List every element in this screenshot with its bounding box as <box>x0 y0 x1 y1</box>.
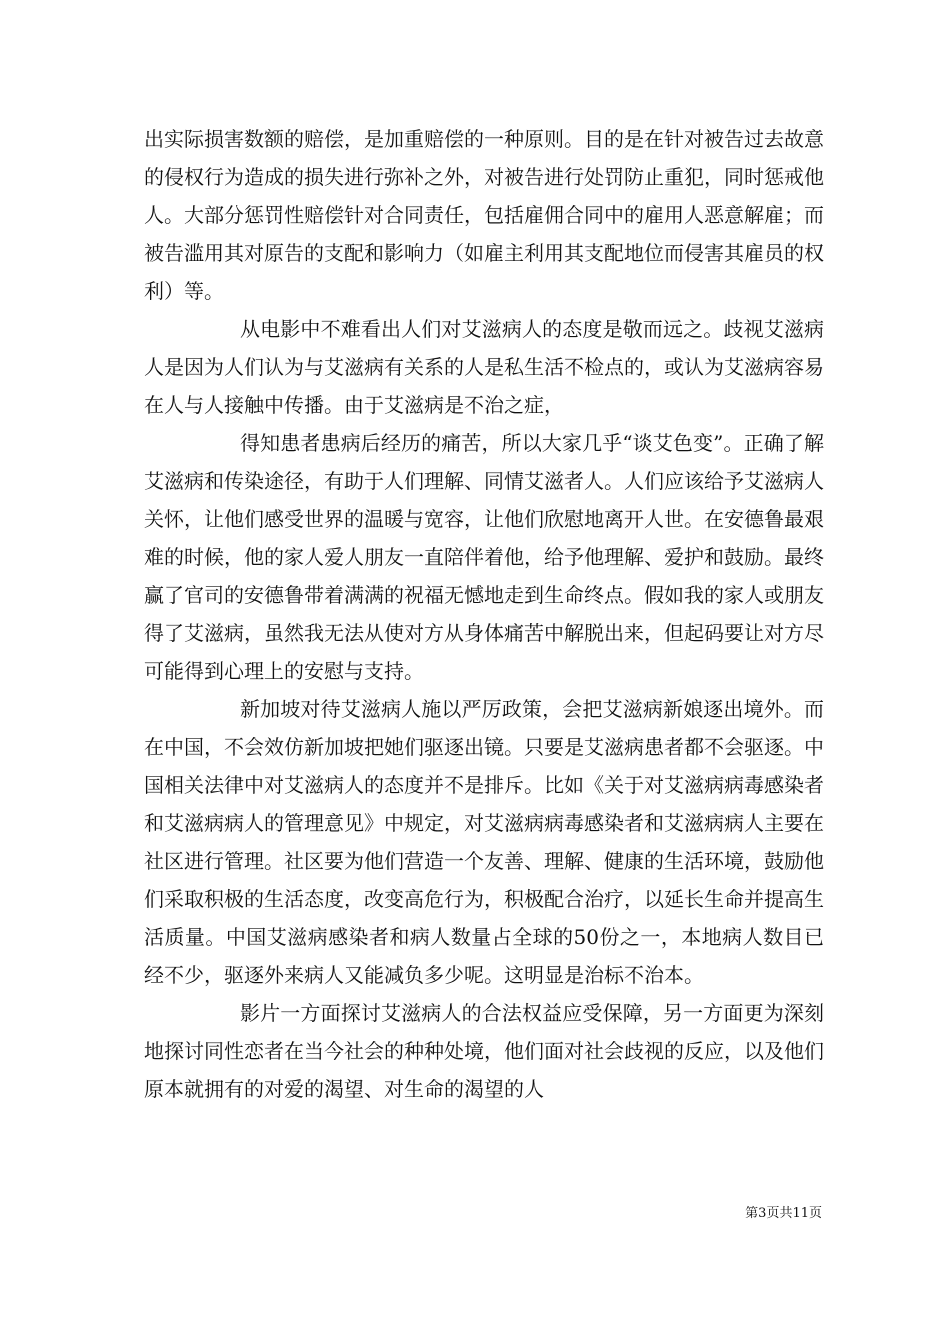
paragraph-3: 得知患者患病后经历的痛苦，所以大家几乎“谈艾色变”。正确了解艾滋病和传染途径，有助于人们理解、同情艾滋者人。人们应该给予艾滋病人关怀，让他们感受世界的温暖与宽容，让他们欣慰地离开人世。在安德鲁最艰难的时候，他的家人爱人朋友一直陪伴着他，给予他理解、爱护和鼓励。最终赢了官司的安德鲁带着满满的祝福无憾地走到生命终点。假如我的家人或朋友得了艾滋病，虽然我无法从使对方从身体痛苦中解脱出来，但起码要让对方尽可能得到心理上的安慰与支持。 <box>144 431 824 683</box>
paragraph-5: 影片一方面探讨艾滋病人的合法权益应受保障，另一方面更为深刻地探讨同性恋者在当今社会的种种处境，他们面对社会歧视的反应，以及他们原本就拥有的对爱的渴望、对生命的渴望的人 <box>144 1001 824 1101</box>
paragraph-2: 从电影中不难看出人们对艾滋病人的态度是敬而远之。歧视艾滋病人是因为人们认为与艾滋病有关系的人是私生活不检点的，或认为艾滋病容易在人与人接触中传播。由于艾滋病是不治之症， <box>144 317 824 417</box>
page-number-footer: 第3页共11页 <box>745 1206 822 1221</box>
paragraph-4: 新加坡对待艾滋病人施以严厉政策，会把艾滋病新娘逐出境外。而在中国，不会效仿新加坡把她们驱逐出镜。只要是艾滋病患者都不会驱逐。中国相关法律中对艾滋病人的态度并不是排斥。比如《关于对艾滋病病毒感染者和艾滋病病人的管理意见》中规定，对艾滋病病毒感染者和艾滋病病人主要在社区进行管理。社区要为他们营造一个友善、理解、健康的生活环境，鼓励他们采取积极的生活态度，改变高危行为，积极配合治疗，以延长生命并提高生活质量。中国艾滋病感染者和病人数量占全球的50份之一，本地病人数目已经不少，驱逐外来病人又能减负多少呢。这明显是治标不治本。 <box>144 697 824 987</box>
paragraph-1: 出实际损害数额的赔偿，是加重赔偿的一种原则。目的是在针对被告过去故意的侵权行为造成的损失进行弥补之外，对被告进行处罚防止重犯，同时惩戒他人。大部分惩罚性赔偿针对合同责任，包括雇佣合同中的雇用人恶意解雇；而被告滥用其对原告的支配和影响力（如雇主利用其支配地位而侵害其雇员的权利）等。 <box>144 127 824 303</box>
document-body <box>144 120 824 1108</box>
